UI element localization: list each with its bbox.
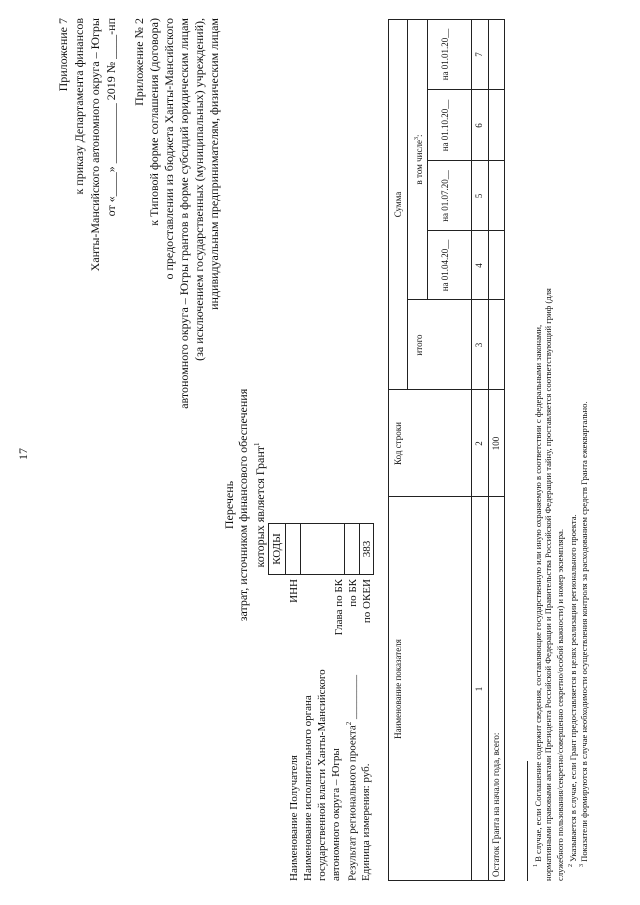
footnote-separator — [527, 761, 528, 881]
col-code-header: Код строки — [393, 422, 403, 465]
heading-title: Перечень — [222, 480, 236, 530]
inn-label: ИНН — [288, 579, 300, 603]
col-number: 3 — [474, 342, 484, 348]
col-number: 6 — [474, 123, 484, 128]
appendix-2-line: индивидуальным предпринимателям, физическим лицам — [207, 18, 221, 310]
col-number: 2 — [474, 441, 484, 446]
heading-line3: которых является Грант$^1$ — [253, 442, 267, 568]
okei-label: по ОКЕИ — [361, 579, 373, 624]
appendix-7-block — [55, 18, 119, 358]
page-number: 17 — [16, 448, 30, 460]
table-row-name: Остаток Гранта на начало года, всего: — [491, 732, 501, 877]
footnote-1-cont: служебного пользования/секретно/совершенно секретно/особой важности) и номер экземпляра. — [555, 529, 565, 881]
appendix-2-line: о предоставлении из бюджета Ханты-Мансийского — [162, 18, 176, 280]
appendix-2-line: к Типовой форме соглашения (договора) — [147, 18, 161, 226]
executive-body-label: автономного округа – Югры — [330, 748, 342, 881]
footnote-3: $^3$ Показатели формируются в случае необходимости осуществления контроля за расходованием средств Гранта ежеквартально. — [578, 401, 589, 867]
result-project-label: Результат регионального проекта$^2$ ________ — [345, 674, 359, 881]
col-number: 4 — [474, 263, 484, 268]
appendix-2-line: (за исключением государственных (муниципальных) учреждений), — [192, 18, 206, 361]
footnote-1: $^1$ В случае, если Соглашение содержит сведения, составляющие государственную или иную охраняемую в соответствии с федеральными законами, — [532, 324, 543, 867]
codes-header: КОДЫ — [271, 533, 283, 565]
footnote-1-cont: нормативными правовыми актами Президента Российской Федерации и Правительства Российской Федерации тайну, проставляется соответствующий гриф (для — [543, 288, 553, 881]
appendix-7-line2: Ханты-Мансийского автономного округа – Югры — [88, 18, 102, 272]
appendix-2-block — [132, 18, 222, 578]
table-row-code: 100 — [491, 436, 501, 451]
heading-line2: затрат, источником финансового обеспечения — [236, 388, 250, 622]
bk-label: по БК — [347, 579, 359, 607]
col-incl-header: в том числе$^3$: — [414, 134, 424, 185]
col-date-header: на 01.07.20__ — [440, 170, 450, 222]
okei-code-value: 383 — [361, 540, 373, 558]
appendix-7-line1: к приказу Департамента финансов — [72, 18, 86, 195]
col-number: 7 — [474, 52, 484, 57]
col-total-header: итого — [414, 334, 424, 356]
col-sum-header: Сумма — [393, 191, 403, 218]
document-heading — [222, 335, 267, 675]
col-number: 5 — [474, 193, 484, 199]
executive-body-label: государственной власти Ханты-Мансийского — [316, 669, 328, 881]
appendix-2-line: автономного округа – Югры грантов в форме субсидий юридическим лицам — [177, 18, 191, 409]
bk-head-label: Глава по БК — [333, 579, 345, 636]
recipient-label: Наименование Получателя — [288, 755, 300, 881]
unit-label: Единица измерения: руб. — [360, 763, 372, 881]
appendix-7-title: Приложение 7 — [56, 18, 70, 92]
col-date-header: на 01.04.20__ — [440, 239, 450, 292]
col-date-header: на 01.10.20__ — [440, 99, 450, 152]
footnote-2: $^2$ Указывается в случае, если Грант предоставляется в целях реализации регионального проекта. — [567, 514, 578, 867]
executive-body-label: Наименование исполнительного органа — [302, 695, 314, 881]
col-name-header: Наименование показателя — [393, 639, 403, 739]
col-number: 1 — [474, 686, 484, 692]
appendix-7-line3: от «____» __________ 2019 № ____-нп — [104, 18, 118, 217]
appendix-2-title: Приложение № 2 — [132, 18, 146, 106]
col-date-header: на 01.01.20__ — [440, 28, 450, 81]
